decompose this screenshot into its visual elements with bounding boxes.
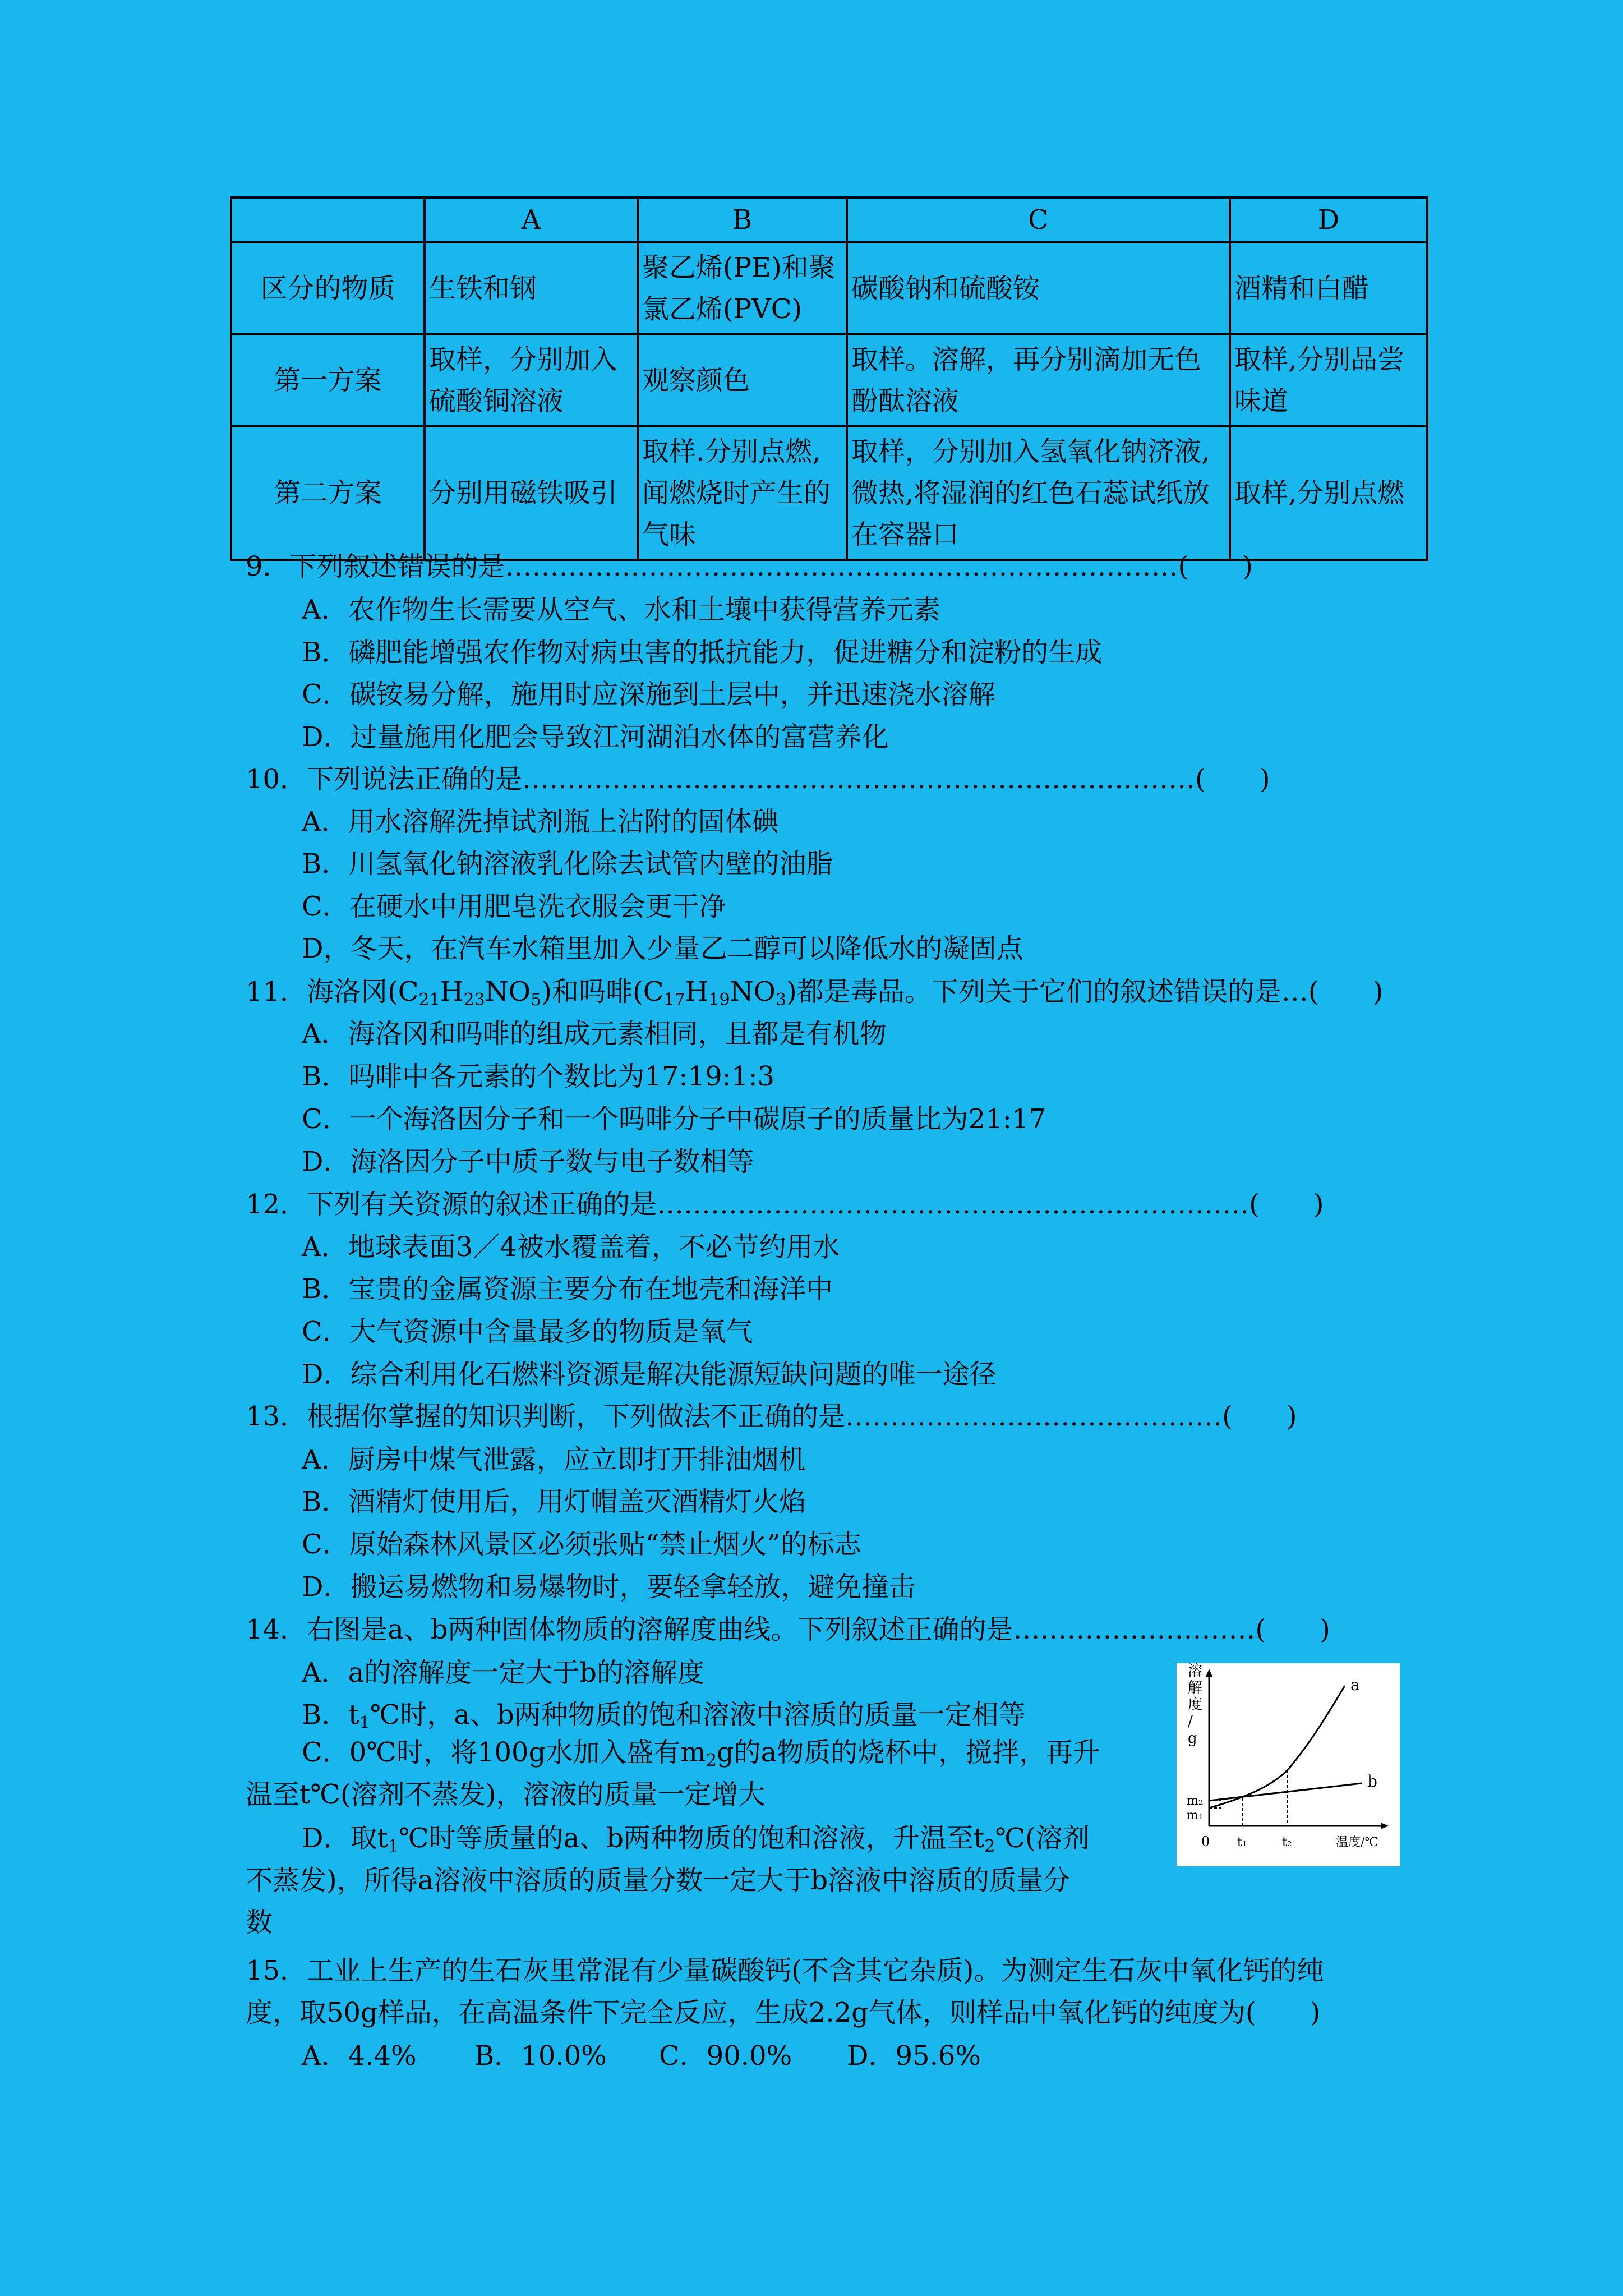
stem-text: H [440,976,464,1007]
question-14-stem [246,1613,1330,1646]
y-axis-arrow [1206,1669,1212,1677]
option: A．用水溶解洗掉试剂瓶上沾附的固体碘 [302,806,779,838]
option: B．吗啡中各元素的个数比为17:19:1:3 [302,1061,775,1092]
answer-blank: ………………………( ) [1013,1614,1330,1645]
option [302,1698,1026,1732]
subscript: 1 [359,1713,370,1733]
comparison-table [230,196,1428,561]
table-cell: 生铁和钢 [425,242,638,334]
table-cell: 观察颜色 [638,334,847,426]
option-continuation: 温至t℃(溶剂不蒸发)，溶液的质量一定增大 [246,1779,766,1810]
option-text: C．0℃时，将100g水加入盛有m [302,1737,706,1768]
option: A．4.4% [302,2040,417,2072]
option-text: D．取t [302,1823,388,1854]
option: D．95.6% [847,2040,981,2072]
table-row [231,426,1427,560]
curve-b [1209,1783,1362,1801]
table-header-cell: B [638,197,847,242]
table-cell: 取样,分别点燃 [1230,426,1427,560]
subscript: 17 [663,990,685,1010]
option: D．过量施用化肥会导致江河湖泊水体的富营养化 [302,721,889,753]
m1-label: m₁ [1187,1809,1204,1823]
option: B．磷肥能增强农作物对病虫害的抵抗能力，促进糖分和淀粉的生成 [302,637,1103,668]
chart-axes [1206,1669,1389,1829]
subscript: 3 [776,990,787,1010]
stem-text: NO [485,976,531,1007]
row-label: 第一方案 [231,334,425,426]
option: B．10.0% [474,2040,607,2072]
option [302,1818,1090,1860]
table-row [231,242,1427,334]
answer-blank: ……………………………………( ) [845,1401,1297,1432]
option [302,1732,1177,1774]
option: B．酒精灯使用后，用灯帽盖灭酒精灯火焰 [302,1486,806,1517]
stem-text: )都是毒品。下列关于它们的叙述错误的是…( ) [786,976,1384,1007]
question-12-stem [246,1188,1324,1221]
table-cell: 取样，分别加入硫酸铜溶液 [425,334,638,426]
row-label: 区分的物质 [231,242,425,334]
subscript: 23 [463,990,485,1010]
stem-text: 12．下列有关资源的叙述正确的是 [246,1189,657,1220]
table-cell: 取样,分别品尝味道 [1230,334,1427,426]
option: C．在硬水中用肥皂洗衣服会更干净 [302,891,726,922]
option-text: ℃时等质量的a、b两种物质的饱和溶液，升温至t [398,1823,985,1854]
curve-a-label: a [1350,1676,1360,1694]
x-axis-arrow [1381,1823,1389,1829]
subscript: 1 [388,1837,399,1856]
stem-text: 14．右图是a、b两种固体物质的溶解度曲线。下列叙述正确的是 [246,1614,1013,1645]
table-cell: 聚乙烯(PE)和聚氯乙烯(PVC) [638,242,847,334]
option: D，冬天，在汽车水箱里加入少量乙二醇可以降低水的凝固点 [302,933,1023,964]
stem-text: )和吗啡(C [541,976,664,1007]
subscript: 2 [706,1751,717,1770]
option: D．综合利用化石燃料资源是解决能源短缺问题的唯一途径 [302,1359,997,1390]
question-13-stem [246,1400,1297,1433]
row-label: 第二方案 [231,426,425,560]
subscript: 2 [984,1837,995,1856]
t1-label: t₁ [1237,1835,1247,1849]
option: C．碳铵易分解，施用时应深施到土层中，并迅速浇水溶解 [302,679,995,710]
question-11-stem [246,975,1383,1009]
stem-text: H [685,976,709,1007]
option: B．宝贵的金属资源主要分布在地壳和海洋中 [302,1273,833,1305]
answer-blank: …………………………………………………………( ) [657,1189,1324,1220]
stem-text: 9．下列叙述错误的是 [246,551,505,582]
stem-text: 10．下列说法正确的是 [246,763,523,795]
stem-text: 13．根据你掌握的知识判断，下列做法不正确的是 [246,1401,846,1432]
table-cell: 取样，分别加入氢氧化钠济液,微热,将湿润的红色石蕊试纸放在容器口 [847,426,1230,560]
question-15-stem: 15．工业上生产的生石灰里常混有少量碳酸钙(不含其它杂质)。为测定生石灰中氧化钙的纯 [246,1955,1324,1986]
table-header-cell: C [847,197,1230,242]
solubility-curve-chart [1177,1663,1400,1866]
curve-b-label: b [1367,1772,1377,1791]
table-row [231,334,1427,426]
curve-a [1209,1686,1345,1808]
option: C．原始森林风景区必须张贴“禁止烟火”的标志 [302,1529,861,1560]
answer-blank: …………………………………………………………………( ) [505,551,1253,582]
option-text: g的a物质的烧杯中，搅拌，再升 [716,1737,1100,1768]
table-cell: 酒精和白醋 [1230,242,1427,334]
option: A．海洛冈和吗啡的组成元素相同，且都是有机物 [302,1018,887,1050]
m2-label: m₂ [1187,1794,1204,1808]
option-continuation: 不蒸发)，所得a溶液中溶质的质量分数一定大于b溶液中溶质的质量分 [246,1865,1071,1896]
table-cell: 分别用磁铁吸引 [425,426,638,560]
stem-text: NO [730,976,776,1007]
y-axis-label: 溶解度/ g [1188,1663,1203,1747]
option: A．a的溶解度一定大于b的溶解度 [302,1657,705,1688]
option: A．地球表面3／4被水覆盖着，不必节约用水 [302,1231,840,1263]
stem-text: 11．海洛冈(C [246,976,419,1007]
table-cell: 取样。溶解，再分别滴加无色酚酞溶液 [847,334,1230,426]
table-header-cell: A [425,197,638,242]
t2-label: t₂ [1282,1835,1292,1849]
option: A．农作物生长需要从空气、水和土壤中获得营养元素 [302,594,940,625]
answer-blank: …………………………………………………………………( ) [522,763,1270,795]
table-cell: 碳酸钠和硫酸铵 [847,242,1230,334]
option: A．厨房中煤气泄露，应立即打开排油烟机 [302,1444,806,1475]
option-text: ℃时，a、b两种物质的饱和溶液中溶质的质量一定相等 [370,1699,1026,1731]
subscript: 19 [708,990,730,1010]
option: C．大气资源中含量最多的物质是氧气 [302,1316,753,1347]
question-9-stem [246,550,1253,583]
x-axis-label: 温度/℃ [1336,1835,1379,1849]
option: C．90.0% [659,2040,792,2072]
option-continuation: 数 [246,1907,273,1938]
question-10-stem [246,762,1270,796]
subscript: 21 [418,990,440,1010]
table-cell: 取样.分别点燃,闻燃烧时产生的气味 [638,426,847,560]
option: D．搬运易燃物和易爆物时，要轻拿轻放，避免撞击 [302,1571,916,1603]
option-text: B．t [302,1699,359,1731]
option-text: ℃(溶剂 [995,1823,1090,1854]
table-header-cell: D [1230,197,1427,242]
subscript: 5 [531,990,542,1010]
option: C．一个海洛因分子和一个吗啡分子中碳原子的质量比为21:17 [302,1103,1046,1135]
option: B．川氢氧化钠溶液乳化除去试管内壁的油脂 [302,848,833,880]
origin-label: 0 [1201,1834,1210,1849]
question-15-stem-continuation: 度，取50g样品，在高温条件下完全反应，生成2.2g气体，则样品中氧化钙的纯度为( ) [246,1997,1321,2028]
table-header-row [231,197,1427,242]
table-header-cell [231,197,425,242]
option: D．海洛因分子中质子数与电子数相等 [302,1146,754,1177]
